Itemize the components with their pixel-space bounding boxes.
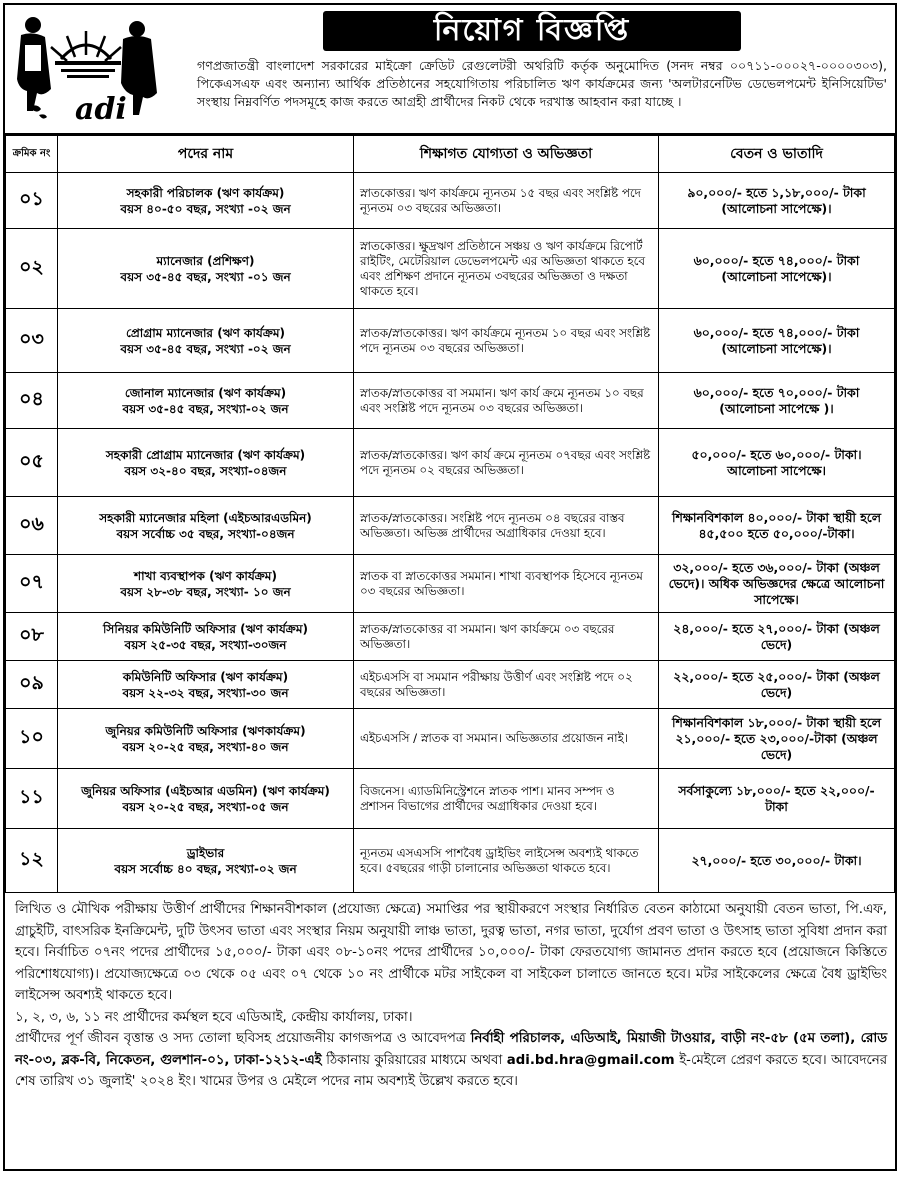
- row-serial: ০৯: [6, 661, 58, 709]
- post-meta: বয়স ৩৫-৪৫ বছর, সংখ্যা-০২ জন: [122, 401, 289, 416]
- row-qualification: স্নাতক বা স্নাতকোত্তর সমমান। শাখা ব্যবস্থাপক হিসেবে ন্যূনতম ০৩ বছরের অভিজ্ঞতা।: [354, 555, 659, 613]
- table-row: [6, 497, 895, 555]
- row-serial: ০৭: [6, 555, 58, 613]
- post-meta: বয়স সর্বোচ্চ ৪০ বছর, সংখ্যা-০২ জন: [114, 861, 297, 876]
- post-name: কমিউনিটি অফিসার (ঋণ কার্যক্রম): [122, 669, 289, 684]
- row-qualification: এইচএসসি / স্নাতক বা সমমান। অভিজ্ঞতার প্রয়োজন নাই।: [354, 709, 659, 769]
- row-salary: ৬০,০০০/- হতে ৭৪,০০০/- টাকা (আলোচনা সাপেক্ষে)।: [659, 309, 895, 373]
- row-post: [58, 661, 354, 709]
- row-post: [58, 497, 354, 555]
- row-qualification: ন্যূনতম এসএসসি পাশবৈধ ড্রাইভিং লাইসেন্স অবশ্যই থাকতে হবে। ৫বছরের গাড়ী চালানোর অভিজ্ঞতা থাকতে হবে।: [354, 829, 659, 893]
- intro-paragraph: গণপ্রজাতন্ত্রী বাংলাদেশ সরকারের মাইক্রো ক্রেডিট রেগুলেটরী অথরিটি কর্তৃক অনুমোদিত (সনদ নম্বর ০০৭১১-০০০২৭-০০০০৩০৩), পিকেএসএফ এবং অন্যান্য আর্থিক প্রতিষ্ঠানের সহযোগিতায় পরিচালিত ঋণ কার্যক্রমের জন্য 'অলটারনেটিভ ডেভেলপমেন্ট ইনিসিয়েটিভ' সংস্থায় নিম্নবর্ণিত পদসমূহে কাজ করতে আগ্রহী প্রার্থীদের নিকট থেকে দরখাস্ত আহবান করা যাচ্ছে ।: [197, 58, 887, 109]
- post-meta: বয়স ২৫-৩৫ বছর, সংখ্যা-৩০জন: [124, 637, 287, 652]
- row-qualification: স্নাতক/স্নাতকোত্তর। ঋণ কার্যক্রমে ন্যূনতম ১০ বছর এবং সংশ্লিষ্ট পদে ন্যূনতম ০৩ বছরের অভিজ্ঞতা।: [354, 309, 659, 373]
- post-meta: বয়স ২০-২৫ বছর, সংখ্যা-৪০ জন: [122, 739, 289, 754]
- terms-section: [5, 893, 895, 1093]
- row-salary: ৬০,০০০/- হতে ৭০,০০০/- টাকা (আলোচনা সাপেক্ষে )।: [659, 373, 895, 429]
- table-row: [6, 429, 895, 497]
- post-meta: বয়স ৪০-৫০ বছর, সংখ্যা -০২ জন: [120, 201, 291, 216]
- row-serial: ১২: [6, 829, 58, 893]
- column-header-serial: ক্রমিক নং: [6, 136, 58, 173]
- row-post: [58, 309, 354, 373]
- row-post: [58, 613, 354, 661]
- application-paragraph: [15, 1028, 887, 1093]
- adi-logo: [11, 11, 161, 127]
- column-header-post: পদের নাম: [58, 136, 354, 173]
- row-post: [58, 373, 354, 429]
- application-deadline: ই-মেইলে প্রেরণ করতে হবে। আবেদনের শেষ তারিখ ৩১ জুলাই' ২০২৪ ইং। খামের উপর ও মেইলে পদের নাম অবশ্যই উল্লেখ করতে হবে।: [15, 1052, 888, 1089]
- post-name: ড্রাইভার: [186, 845, 225, 860]
- application-text: প্রার্থীদের পূর্ণ জীবন বৃত্তান্ত ও সদ্য তোলা ছবিসহ প্রয়োজনীয় কাগজপত্র ও আবেদপত্র: [15, 1031, 466, 1046]
- table-row: [6, 555, 895, 613]
- row-qualification: এইচএসসি বা সমমান পরীক্ষায় উত্তীর্ণ এবং সংশ্লিষ্ট পদে ০২ বছরের অভিজ্ঞতা।: [354, 661, 659, 709]
- row-salary: ৯০,০০০/- হতে ১,১৮,০০০/- টাকা (আলোচনা সাপেক্ষে)।: [659, 173, 895, 229]
- application-method: ঠিকানায় কুরিয়ারের মাধ্যমে অথবা: [326, 1052, 503, 1068]
- application-email[interactable]: adi.bd.hra@gmail.com: [506, 1052, 675, 1068]
- post-name: ম্যানেজার (প্রশিক্ষণ): [156, 253, 255, 268]
- row-qualification: স্নাতকোত্তর। ক্ষুদ্রঋণ প্রতিষ্ঠানে সঞ্চয় ও ঋণ কার্যক্রমে রিপোর্ট রাইটিং, মেটেরিয়াল ডেভেলপমেন্ট এর অভিজ্ঞতা থাকতে হবে এবং প্রশিক্ষণ প্রদানে ন্যূনতম ৩বছরের অভিজ্ঞতা ও দক্ষতা থাকতে হবে।: [354, 229, 659, 309]
- post-name: প্রোগ্রাম ম্যানেজার (ঋণ কার্যক্রম): [125, 325, 286, 340]
- table-row: [6, 173, 895, 229]
- table-header-row: [6, 136, 895, 173]
- post-name: সিনিয়র কমিউনিটি অফিসার (ঋণ কার্যক্রম): [103, 621, 308, 636]
- row-post: [58, 769, 354, 829]
- row-salary: ৩২,০০০/- হতে ৩৬,০০০/- টাকা (অঞ্চল ভেদে)। অধিক অভিজ্ঞদের ক্ষেত্রে আলোচনা সাপেক্ষে।: [659, 555, 895, 613]
- row-salary: ৫০,০০০/- হতে ৬০,০০০/- টাকা। আলোচনা সাপেক্ষে।: [659, 429, 895, 497]
- row-post: [58, 229, 354, 309]
- post-name: জোনাল ম্যানেজার (ঋণ কার্যক্রম): [124, 385, 287, 400]
- table-row: [6, 709, 895, 769]
- row-salary: ৬০,০০০/- হতে ৭৪,০০০/- টাকা (আলোচনা সাপেক্ষে)।: [659, 229, 895, 309]
- row-qualification: বিজনেস। এ্যাডমিনিস্ট্রেশনে স্নাতক পাশ। মানব সম্পদ ও প্রশাসন বিভাগের প্রার্থীদের অগ্রাধিকার দেওয়া হবে।: [354, 769, 659, 829]
- row-post: [58, 555, 354, 613]
- table-row: [6, 309, 895, 373]
- row-serial: ১০: [6, 709, 58, 769]
- table-row: [6, 829, 895, 893]
- post-name: সহকারী পরিচালক (ঋণ কার্যক্রম): [126, 185, 285, 200]
- page-title: নিয়োগ বিজ্ঞপ্তি: [323, 11, 741, 51]
- column-header-salary: বেতন ও ভাতাদি: [659, 136, 895, 173]
- row-serial: ০২: [6, 229, 58, 309]
- workplace-paragraph: ১, ২, ৩, ৬, ১১ নং প্রার্থীদের কর্মস্থল হবে এডিআই, কেন্দ্রীয় কার্যালয়, ঢাকা।: [15, 1009, 413, 1025]
- row-serial: ০৫: [6, 429, 58, 497]
- table-row: [6, 229, 895, 309]
- logo-text: adi: [75, 92, 127, 127]
- post-meta: বয়স ৩২-৪০ বছর, সংখ্যা-০৪জন: [124, 463, 287, 478]
- benefits-paragraph: লিখিত ও মৌখিক পরীক্ষায় উত্তীর্ণ প্রার্থীদের শিক্ষানবীশকাল (প্রযোজ্য ক্ষেত্রে) সমাপ্তির পর স্থায়ীকরণে সংস্থার নির্ধারিত বেতন কাঠামো অনুযায়ী বেতন ভাতা, পি.এফ, গ্রাচুইটি, বাৎসরিক ইনক্রিমেন্ট, দুটি উৎসব ভাতা এবং সংস্থার নিয়ম অনুযায়ী লাঞ্চ ভাতা, দুরত্ব ভাতা, নগর ভাতা, দুর্যোগ প্রবণ ভাতা ও উৎসাহ ভাতা সুবিধা প্রদান করা হবে। নির্বাচিত ০৭নং পদের প্রার্থীদের ১৫,০০০/- টাকা এবং ০৮-১০নং পদের প্রার্থীদের ১০,০০০/- টাকা ফেরতযোগ্য জামানত প্রদান করতে হবে (প্রয়োজনে কিস্তিতে পরিশোধযোগ্য)। প্রযোজ্যক্ষেত্রে ০৩ থেকে ০৫ এবং ০৭ থেকে ১০ নং প্রার্থীকে মটর সাইকেল বা সাইকেল চালাতে জানতে হবে। মটর সাইকেলের ক্ষেত্রে বৈধ ড্রাইভিং লাইসেন্স অবশ্যই থাকতে হবে।: [15, 902, 887, 1003]
- row-post: [58, 429, 354, 497]
- table-row: [6, 373, 895, 429]
- application-address: নির্বাহী পরিচালক, এডিআই, মিয়াজী টাওয়ার, বাড়ী নং-৫৮ (৫ম তলা), রোড নং-০৩, ব্লক-বি, নিকেতন, গুলশান-০১, ঢাকা-১২১২-এই: [15, 1031, 887, 1068]
- row-qualification: স্নাতকোত্তর। ঋণ কার্যক্রমে ন্যূনতম ১৫ বছর এবং সংশ্লিষ্ট পদে ন্যূনতম ০৩ বছরের অভিজ্ঞতা।: [354, 173, 659, 229]
- table-row: [6, 769, 895, 829]
- row-serial: ০১: [6, 173, 58, 229]
- post-meta: বয়স ৩৫-৪৫ বছর, সংখ্যা -০১ জন: [120, 269, 291, 284]
- row-salary: সর্বসাকুল্যে ১৮,০০০/- হতে ২২,০০০/- টাকা: [659, 769, 895, 829]
- row-serial: ০৮: [6, 613, 58, 661]
- post-meta: বয়স ২০-২৫ বছর, সংখ্যা-০৫ জন: [122, 799, 289, 814]
- row-serial: ০৩: [6, 309, 58, 373]
- row-salary: ২২,০০০/- হতে ২৫,০০০/- টাকা (অঞ্চল ভেদে): [659, 661, 895, 709]
- row-salary: ২৪,০০০/- হতে ২৭,০০০/- টাকা (অঞ্চল ভেদে): [659, 613, 895, 661]
- row-qualification: স্নাতক/স্নাতকোত্তর। ঋণ কার্য ক্রমে ন্যূনতম ০৭বছর এবং সংশ্লিষ্ট পদে ন্যূনতম ০২ বছরের অভিজ্ঞতা।: [354, 429, 659, 497]
- row-qualification: স্নাতক/স্নাতকোত্তর। সংশ্লিষ্ট পদে ন্যূনতম ০৪ বছরের বাস্তব অভিজ্ঞতা। অভিজ্ঞ প্রার্থীদের অগ্রাধিকার দেওয়া হবে।: [354, 497, 659, 555]
- positions-table: [5, 135, 895, 893]
- column-header-qualification: শিক্ষাগত যোগ্যতা ও অভিজ্ঞতা: [354, 136, 659, 173]
- post-name: শাখা ব্যবস্থাপক (ঋণ কার্যক্রম): [134, 568, 277, 583]
- row-qualification: স্নাতক/স্নাতকোত্তর বা সমমান। ঋণ কার্যক্রমে ০৩ বছরের অভিজ্ঞতা।: [354, 613, 659, 661]
- row-salary: শিক্ষানবিশকাল ১৮,০০০/- টাকা স্থায়ী হলে ২১,০০০/- হতে ২৩,০০০/-টাকা (অঞ্চল ভেদে): [659, 709, 895, 769]
- post-meta: বয়স ২২-৩২ বছর, সংখ্যা-৩০ জন: [122, 685, 289, 700]
- row-qualification: স্নাতক/স্নাতকোত্তর বা সমমান। ঋণ কার্য ক্রমে ন্যূনতম ১০ বছর এবং সংশ্লিষ্ট পদে ন্যূনতম ০৩ বছরের অভিজ্ঞতা।: [354, 373, 659, 429]
- table-row: [6, 613, 895, 661]
- job-circular: [3, 3, 897, 1171]
- row-post: [58, 173, 354, 229]
- row-post: [58, 829, 354, 893]
- row-serial: ০৬: [6, 497, 58, 555]
- post-name: সহকারী প্রোগ্রাম ম্যানেজার (ঋণ কার্যক্রম): [105, 447, 306, 462]
- post-name: জুনিয়র কমিউনিটি অফিসার (ঋণকার্যক্রম): [105, 723, 306, 738]
- row-salary: শিক্ষানবিশকাল ৪০,০০০/- টাকা স্থায়ী হলে ৪৫,৫০০ হতে ৫০,০০০/-টাকা।: [659, 497, 895, 555]
- row-post: [58, 709, 354, 769]
- circular-header: [5, 5, 895, 135]
- post-meta: বয়স ৩৫-৪৫ বছর, সংখ্যা -০২ জন: [120, 341, 291, 356]
- post-name: জুনিয়র অফিসার (এইচআর এডমিন) (ঋণ কার্যক্রম): [81, 783, 330, 798]
- post-name: সহকারী ম্যানেজার মহিলা (এইচআরএডমিন): [99, 510, 312, 525]
- table-row: [6, 661, 895, 709]
- row-serial: ০৪: [6, 373, 58, 429]
- post-meta: বয়স ২৮-৩৮ বছর, সংখ্যা- ১০ জন: [120, 584, 291, 599]
- row-serial: ১১: [6, 769, 58, 829]
- post-meta: বয়স সর্বোচ্চ ৩৫ বছর, সংখ্যা-০৪জন: [116, 526, 295, 541]
- row-salary: ২৭,০০০/- হতে ৩০,০০০/- টাকা।: [659, 829, 895, 893]
